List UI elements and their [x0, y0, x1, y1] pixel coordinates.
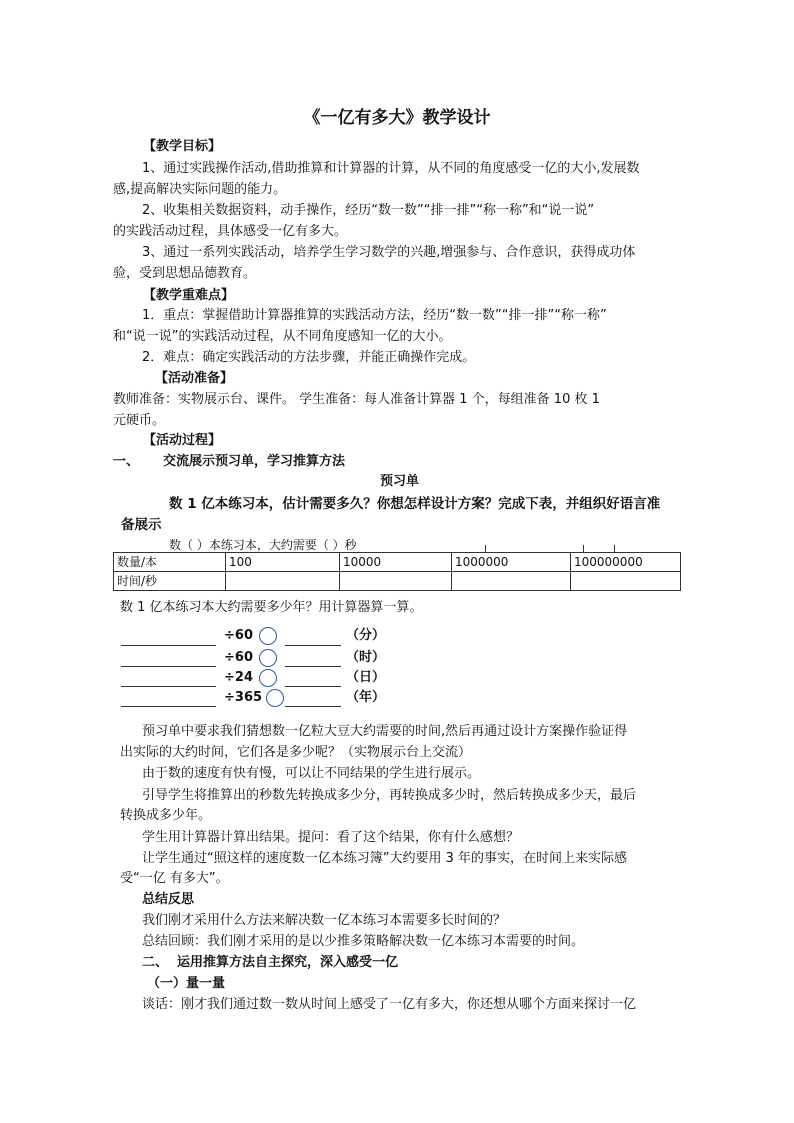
- answer-blank[interactable]: [285, 645, 341, 646]
- paragraph-6: 我们刚才采用什么方法来解决数一亿本练习本需要多长时间的？: [142, 913, 507, 928]
- worksheet-question-line-1: 数 1 亿本练习本，估计需要多久？你想怎样设计方案？完成下表，并组织好语言准: [169, 496, 661, 512]
- answer-blank[interactable]: [285, 706, 341, 707]
- goal-3-line-2: 验，受到思想品德教育。: [113, 266, 257, 281]
- paragraph-5-line-2: 受“一亿 有多大”。: [120, 871, 229, 886]
- part-2-number: 二、: [142, 955, 169, 970]
- prep-line-2: 元硬币。: [113, 413, 166, 428]
- table-cell: 1000000: [452, 553, 571, 572]
- divide-operation: ÷24: [224, 670, 253, 685]
- key-1-line-2: 和“说一说”的实践活动过程，从不同角度感知一亿的大小。: [113, 329, 452, 344]
- part-1-number: 一、: [113, 454, 140, 469]
- divide-operation: ÷60: [224, 628, 253, 643]
- table-row: [114, 572, 681, 591]
- answer-blank[interactable]: [121, 645, 216, 646]
- after-table-question: 数 1 亿本练习本大约需要多少年？用计算器算一算。: [120, 600, 423, 615]
- keypoints-heading: 【教学重难点】: [143, 288, 235, 303]
- table-cell: [226, 572, 340, 591]
- answer-blank[interactable]: [121, 706, 216, 707]
- worksheet-question-line-2: 备展示: [121, 517, 162, 533]
- table-cell: 时间/秒: [114, 572, 226, 591]
- key-2-line: 2．难点：确定实践活动的方法步骤，并能正确操作完成。: [142, 350, 476, 365]
- paragraph-3-line-1: 引导学生将推算出的秒数先转换成多少分，再转换成多少时，然后转换成多少天，最后: [142, 788, 637, 803]
- circle-icon: [266, 689, 284, 707]
- paragraph-1-line-2: 出实际的大约时间，它们各是多少呢？（实物展示台上交流）: [120, 745, 472, 760]
- paragraph-8: 谈话：刚才我们通过数一数从时间上感受了一亿有多大，你还想从哪个方面来探讨一亿: [142, 997, 637, 1012]
- table-cell: [452, 572, 571, 591]
- answer-blank[interactable]: [285, 666, 341, 667]
- table-cell: 100000000: [571, 553, 681, 572]
- counting-table: [113, 552, 681, 591]
- part-2-title: 运用推算方法自主探究，深入感受一亿: [177, 955, 399, 970]
- goal-2-line-1: 2、收集相关数据资料，动手操作，经历“数一数”“排一排”“称一称”和“说一说”: [142, 203, 595, 218]
- unit-label: （日）: [346, 670, 386, 685]
- key-1-line-1: 1．重点：掌握借助计算器推算的实践活动方法，经历“数一数”“排一排”“称一称”: [142, 308, 607, 323]
- paragraph-2: 由于数的速度有快有慢，可以让不同结果的学生进行展示。: [142, 766, 481, 781]
- answer-blank[interactable]: [121, 666, 216, 667]
- prep-heading: 【活动准备】: [155, 371, 234, 386]
- goal-1-line-1: 1、通过实践操作活动,借助推算和计算器的计算，从不同的角度感受一亿的大小,发展数: [142, 161, 640, 176]
- table-cell: 100: [226, 553, 340, 572]
- circle-icon: [259, 627, 277, 645]
- paragraph-3-line-2: 转换成多少年。: [120, 808, 212, 823]
- answer-blank[interactable]: [121, 686, 216, 687]
- circle-icon: [259, 669, 277, 687]
- table-cell: [340, 572, 452, 591]
- unit-label: （分）: [346, 628, 386, 643]
- paragraph-1-line-1: 预习单中要求我们猜想数一亿粒大豆大约需要的时间,然后再通过设计方案操作验证得: [142, 724, 628, 739]
- unit-label: （时）: [346, 650, 386, 665]
- goal-1-line-2: 感,提高解决实际问题的能力。: [113, 182, 287, 197]
- summary-heading: 总结反思: [142, 892, 195, 907]
- table-cell: [571, 572, 681, 591]
- paragraph-7: 总结回顾：我们刚才采用的是以少推多策略解决数一亿本练习本需要的时间。: [142, 934, 585, 949]
- goal-3-line-1: 3、通过一系列实践活动，培养学生学习数学的兴趣,增强参与、合作意识，获得成功体: [142, 245, 636, 260]
- unit-label: （年）: [346, 690, 386, 705]
- document-title: 《一亿有多大》教学设计: [303, 108, 491, 128]
- paragraph-5-line-1: 让学生通过“照这样的速度数一亿本练习簿”大约要用 3 年的事实，在时间上来实际感: [142, 851, 628, 866]
- worksheet-title: 预习单: [380, 474, 420, 489]
- table-cell: 数量/本: [114, 553, 226, 572]
- prep-line-1: 教师准备：实物展示台、课件。 学生准备：每人准备计算器 1 个，每组准备 10 枚 1: [113, 392, 600, 407]
- paragraph-4: 学生用计算器计算出结果。提问：看了这个结果，你有什么感想？: [142, 830, 520, 845]
- process-heading: 【活动过程】: [143, 433, 222, 448]
- goal-2-line-2: 的实践活动过程，具体感受一亿有多大。: [113, 224, 348, 239]
- table-cell: 10000: [340, 553, 452, 572]
- part-1-title: 交流展示预习单，学习推算方法: [163, 454, 346, 469]
- goals-heading: 【教学目标】: [143, 139, 222, 154]
- subsection-1-heading: （一）量一量: [147, 976, 226, 991]
- table-row: [114, 553, 681, 572]
- answer-blank[interactable]: [285, 686, 341, 687]
- divide-operation: ÷365: [224, 690, 263, 705]
- table-caption: 数（ ）本练习本，大约需要（ ）秒: [169, 538, 357, 552]
- circle-icon: [259, 649, 277, 667]
- divide-operation: ÷60: [224, 650, 253, 665]
